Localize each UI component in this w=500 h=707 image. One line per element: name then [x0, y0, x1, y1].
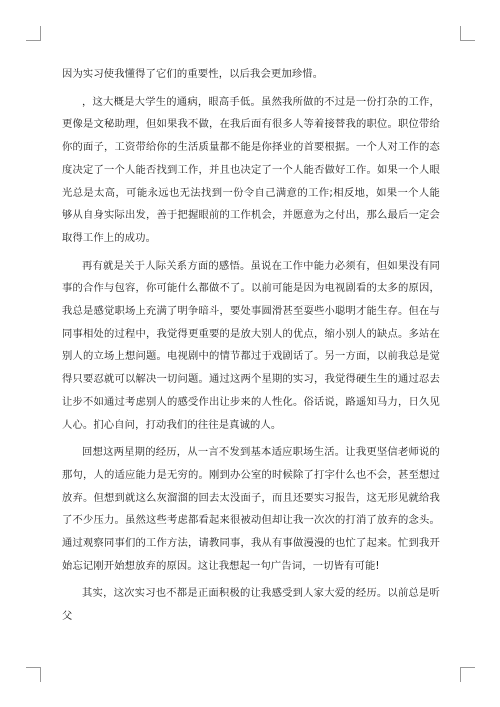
paragraph: ，这大概是大学生的通病，眼高手低。虽然我所做的不过是一份打杂的工作，更像是文秘助理，但如果我不做，在我后面有很多人等着接替我的职位。职位带给你的面子，工资带给你的生活质量都不能是你择业的首要根据。一个人对工作的态度决定了一个人能否找到工作，并且也决定了一个人能否做好工作。如果一个人眼光总是太高，可能永远也无法找到一份令自己满意的工作;相反地，如果一个人能够从自身实际出发，善于把握眼前的工作机会，并愿意为之付出，那么最后一定会取得工作上的成功。: [62, 95, 440, 244]
paragraph: 其实，这次实习也不都是正面积极的让我感受到人家大爱的经历。以前总是听父: [62, 587, 440, 623]
crop-mark-top-right: [460, 26, 475, 41]
crop-mark-top-left: [26, 26, 41, 41]
paragraph: 回想这两星期的经历，从一言不发到基本适应职场生活。让我更坚信老师说的那句，人的适应能力是无穷的。刚到办公室的时候除了打字什么也不会，甚至想过放弃。但想到就这么灰溜溜的回去太没面子，而且还要实习报告，这无形见就给我了不少压力。虽然这些考虑都看起来很被动但却让我一次次的打消了放弃的念头。通过观察同事们的工作方法，请教同事，我从有事做漫漫的也忙了起来。忙到我开始忘记刚开始想放弃的原因。这让我想起一句广告词，一切皆有可能!: [62, 446, 440, 572]
crop-mark-bottom-left: [26, 667, 41, 682]
paragraph: 因为实习使我懂得了它们的重要性，以后我会更加珍惜。: [62, 68, 324, 80]
document-body: [62, 63, 440, 628]
crop-mark-bottom-right: [460, 667, 475, 682]
paragraph: 再有就是关于人际关系方面的感悟。虽说在工作中能力必须有，但如果没有同事的合作与包容，你可能什么都做不了。以前可能是因为电视剧看的太多的原因，我总是感觉职场上充满了明争暗斗，要处事圆滑甚至耍些小聪明才能生存。但在与同事相处的过程中，我觉得更重要的是放大别人的优点，缩小别人的缺点。多站在别人的立场上想问题。电视剧中的情节都过于戏剧话了。另一方面，以前我总是觉得只要忍就可以解决一切问题。通过这两个星期的实习，我觉得硬生生的通过忍去让步不如通过考虑别人的感受作出让步来的人性化。俗话说，路遥知马力，日久见人心。扪心自问，打动我们的往往是真诚的人。: [62, 259, 440, 431]
